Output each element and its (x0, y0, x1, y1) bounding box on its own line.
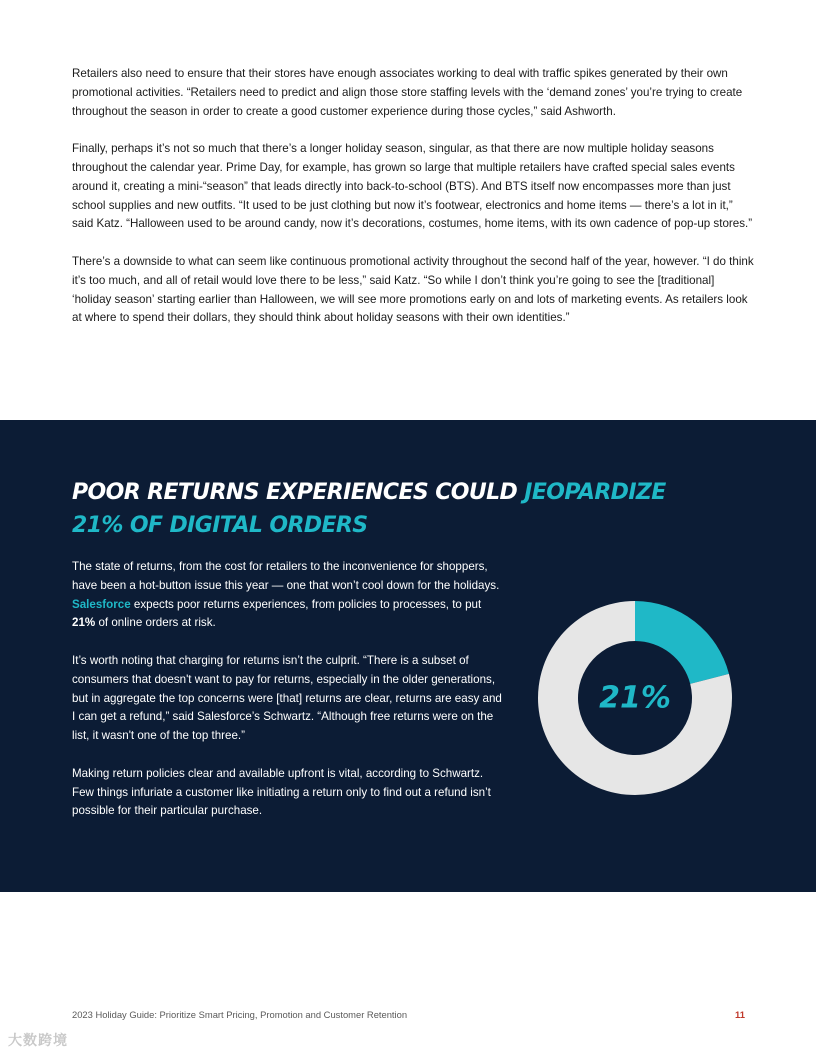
article-paragraph-1: Retailers also need to ensure that their stores have enough associates working to deal with traffic spikes generated by their own promotional activities. “Retailers need to predict and align those store staffing levels with the ‘demand zones’ you’re trying to create throughout the season in order to create a good customer experience during those cycles,” said Ashworth. (72, 67, 743, 118)
callout-heading (72, 476, 752, 542)
heading-accent-word: JEOPARDIZE (524, 480, 666, 505)
p1-text-end: of online orders at risk. (95, 616, 216, 630)
salesforce-link[interactable]: Salesforce (72, 597, 131, 611)
p1-text-start: The state of returns, from the cost for retailers to the inconvenience for shoppers, have been a hot-button issue this year — one that won’t cool down for the holidays. (72, 560, 500, 592)
donut-center-label: 21% (599, 680, 671, 716)
heading-tail: OF DIGITAL ORDERS (122, 513, 368, 538)
donut-slice-1 (635, 601, 729, 684)
p1-strong-percent: 21% (72, 616, 96, 630)
watermark-logo: 大数跨境 (8, 1032, 68, 1048)
article-paragraph-3: There’s a downside to what can seem like continuous promotional activity throughout the second half of the year, however. “I do think it’s too much, and all of retail would love there to be less,” said Katz. “So while I don’t think you’re going to see the [traditional] ‘holiday season’ starting earlier than Halloween, we will see more promotions early on and lots of marketing events. As retailers look at where to spend their dollars, they should think about holiday seasons with their own identities.” (72, 254, 754, 325)
callout-paragraph-1 (72, 558, 504, 633)
callout-body (72, 558, 504, 840)
heading-accent-percent: 21% (72, 513, 123, 538)
heading-main: POOR RETURNS EXPERIENCES COULD (72, 480, 525, 505)
donut-chart (537, 600, 733, 796)
callout-paragraph-2: It’s worth noting that charging for returns isn’t the culprit. “There is a subset of consumers that doesn't want to pay for returns, especially in the older generations, but in aggregate the top concerns were [that] returns are clear, returns are easy and I can get a refund,” said Salesforce’s Schwartz. “Although free returns were on the list, it wasn't one of the top three.” (72, 653, 502, 743)
callout-paragraph-3: Making return policies clear and available upfront is vital, according to Schwartz. Few things infuriate a customer like initiating a return only to find out a refund isn’t possible for their particular purchase. (72, 766, 491, 818)
p1-text-middle: expects poor returns experiences, from policies to processes, to put (130, 597, 482, 611)
page-number: 11 (735, 1009, 745, 1020)
article-paragraph-2: Finally, perhaps it’s not so much that there’s a longer holiday season, singular, as that there are now multiple holiday seasons throughout the calendar year. Prime Day, for example, has grown so large that multiple retailers have crafted special sales events around it, creating a mini-“season” that leads directly into back-to-school (BTS). And BTS itself now encompasses more than just school supplies and new outfits. “It used to be just clothing but now it’s footwear, electronics and home items — there’s a lot in it,” said Katz. “Halloween used to be around candy, now it’s decorations, costumes, home items, with its own cadence of pop-up stores.” (72, 142, 753, 231)
article-body (72, 65, 756, 347)
footer-title: 2023 Holiday Guide: Prioritize Smart Pricing, Promotion and Customer Retention (72, 1009, 408, 1020)
